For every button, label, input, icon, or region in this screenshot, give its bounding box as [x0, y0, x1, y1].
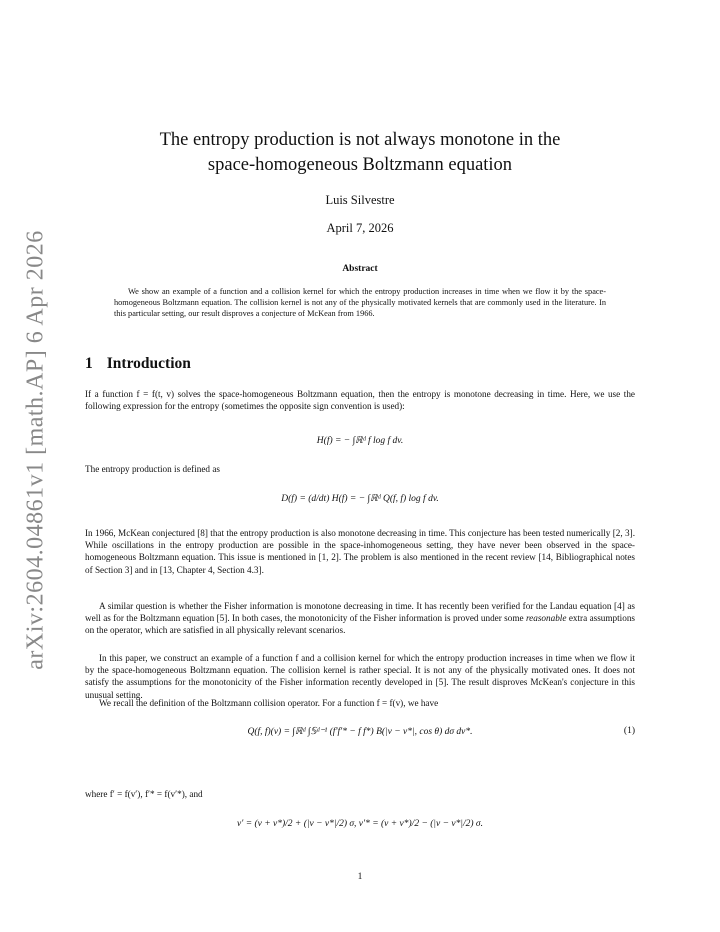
section-number: 1	[85, 355, 93, 372]
paragraph-construction: In this paper, we construct an example of a function f and a collision kernel for which the entropy production increases in time when we flow it by the space-homogeneous Boltzmann equation. The collision kernel is rather special. It is not any of the physically motivated ones. It does not satisfy the assumptions for the monotonicity of the Fisher information recently developed in [5]. The result disproves McKean's conjecture in this unusual setting.	[85, 653, 635, 700]
page-number: 1	[357, 872, 363, 882]
title-line-2: space-homogeneous Boltzmann equation	[207, 155, 513, 175]
section-title: Introduction	[106, 355, 191, 372]
paragraph-mckean-conjecture: In 1966, McKean conjectured [8] that the entropy production is also monotone decreasing in time. This conjecture has been tested numerically [2, 3]. While oscillations in the entropy production are possible in the space-inhomogeneous setting, they have never been observed in the space-homogeneous Boltzmann equation. This issue is mentioned in [1, 2]. The problem is also mentioned in the recent review [14, Bibliographical notes of Section 3] and in [13, Chapter 4, Section 4.3].	[85, 528, 635, 575]
equation-entropy-production: D(f) = (d/dt) H(f) = − ∫ℝᵈ Q(f, f) log f dv.	[281, 494, 439, 504]
abstract-heading: Abstract	[342, 264, 378, 274]
title-line-1: The entropy production is not always monotone in the	[159, 130, 561, 150]
paper-date: April 7, 2026	[326, 221, 394, 235]
section-heading	[85, 355, 191, 373]
paper-title	[100, 128, 620, 178]
paragraph-fisher-information	[85, 600, 635, 637]
fisher-text-emphasis: reasonable	[525, 613, 567, 624]
paragraph-production-def: The entropy production is defined as	[85, 464, 220, 474]
arxiv-identifier-text: arXiv:2604.04861v1 [math.AP] 6 Apr 2026	[22, 230, 49, 670]
equation-collision-body: Q(f, f)(v) = ∫ℝᵈ ∫𝕊ᵈ⁻¹ (f′f′* − f f*) B(|v − v*|, cos θ) dσ dv*.	[247, 727, 473, 737]
equation-collision-operator	[85, 726, 635, 737]
abstract-body: We show an example of a function and a collision kernel for which the entropy production increases in time when we flow it by the space-homogeneous Boltzmann equation. The collision kernel is not any of the physically motivated kernels that are commonly used in the literature. In this particular setting, our result disproves a conjecture of McKean from 1966.	[114, 287, 606, 318]
equation-post-collision-velocities: v′ = (v + v*)/2 + (|v − v*|/2) σ, v′* = (v + v*)/2 − (|v − v*|/2) σ.	[237, 819, 483, 829]
fisher-text-part-2: extra assumptions on the operator, which are satisfied in all physically relevant scenarios.	[85, 613, 635, 636]
paragraph-collision-operator: We recall the definition of the Boltzmann collision operator. For a function f = f(v), we have	[99, 698, 439, 708]
author-name: Luis Silvestre	[325, 193, 395, 207]
arxiv-identifier-stamp[interactable]	[6, 230, 66, 670]
fisher-text-part-1: A similar question is whether the Fisher information is monotone decreasing in time. It has recently been verified for the Landau equation [4] as well as for the Boltzmann equation [5]. In both cases, the monotonicity of the Fisher information is proved under some	[85, 601, 635, 624]
equation-entropy: H(f) = − ∫ℝᵈ f log f dv.	[316, 436, 404, 446]
equation-number: (1)	[623, 726, 635, 736]
paragraph-post-collision: where f′ = f(v′), f′* = f(v′*), and	[85, 789, 203, 799]
paragraph-entropy-intro: If a function f = f(t, v) solves the space-homogeneous Boltzmann equation, then the entropy is monotone decreasing in time. Here, we use the following expression for the entropy (sometimes the opposite sign convention is used):	[85, 389, 635, 412]
